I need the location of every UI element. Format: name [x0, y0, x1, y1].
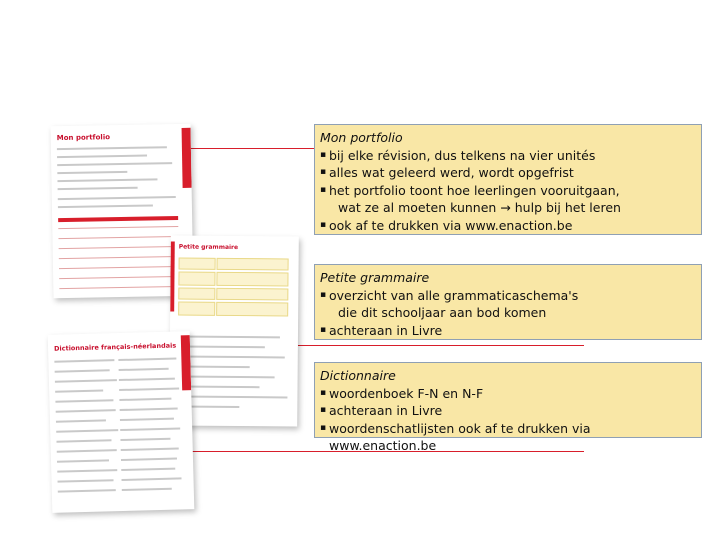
- text-line: [121, 477, 181, 481]
- text-line: [120, 438, 170, 441]
- table-rule: [59, 246, 179, 249]
- bullet-item: ▪ bij elke révision, dus telkens na vier unités: [320, 147, 696, 165]
- text-line: [180, 386, 260, 389]
- grammaire-info-box: [314, 264, 702, 340]
- text-line: [57, 449, 117, 453]
- text-line: [57, 155, 147, 159]
- text-line: [56, 429, 118, 433]
- text-line: [56, 439, 111, 442]
- text-line: [180, 336, 280, 339]
- table-rule: [59, 266, 179, 269]
- text-line: [119, 398, 171, 401]
- text-line: [57, 171, 127, 174]
- grammar-cell: [178, 272, 215, 286]
- portfolio-side-tab: [182, 128, 192, 188]
- box-title: Mon portfolio: [320, 130, 403, 145]
- grammar-cell: [179, 258, 216, 270]
- bullet-text: overzicht van alle grammaticaschema's: [329, 287, 579, 303]
- text-line: [58, 204, 153, 208]
- text-line: [121, 458, 177, 461]
- text-line: [58, 196, 176, 200]
- text-line: [118, 358, 176, 362]
- grammaire-thumbnail-title: Petite grammaire: [178, 243, 239, 252]
- bullet-item: ▪ achteraan in Livre: [320, 402, 696, 420]
- text-line: [119, 368, 169, 371]
- bullet-item: ▪ woordenboek F-N en N-F: [320, 385, 696, 403]
- bullet-item: ▪ woordenschatlijsten ook af te drukken via www.enaction.be: [320, 420, 696, 455]
- bullet-continuation: wat ze al moeten kunnen → hulp bij het leren: [338, 200, 621, 215]
- bullet-item: ▪ ook af te drukken via www.enaction.be: [320, 217, 696, 235]
- box-title: Petite grammaire: [320, 270, 430, 285]
- table-rule: [59, 276, 179, 279]
- portfolio-info-box: [314, 124, 702, 235]
- text-line: [119, 378, 175, 381]
- text-line: [57, 469, 117, 473]
- text-line: [55, 379, 117, 383]
- bullet-item: ▪ achteraan in Livre: [320, 322, 696, 340]
- text-line: [58, 479, 114, 482]
- text-line: [58, 187, 138, 190]
- table-rule: [59, 256, 179, 259]
- text-line: [179, 396, 287, 399]
- text-line: [55, 389, 103, 392]
- bullet-list: [320, 287, 696, 340]
- text-line: [119, 387, 179, 391]
- text-line: [122, 488, 172, 491]
- text-line: [57, 146, 167, 150]
- text-line: [55, 399, 113, 403]
- bullet-continuation: die dit schooljaar aan bod komen: [338, 305, 547, 320]
- grammaire-side-bar: [170, 241, 175, 311]
- text-line: [120, 418, 174, 421]
- connector-line-grammaire: [298, 345, 584, 346]
- table-rule: [58, 236, 178, 239]
- text-line: [54, 359, 114, 363]
- text-line: [58, 489, 116, 493]
- table-rule: [58, 226, 178, 229]
- bullet-list: [320, 385, 696, 455]
- text-line: [55, 369, 110, 372]
- text-line: [121, 468, 175, 471]
- text-line: [121, 447, 179, 451]
- text-line: [180, 376, 275, 379]
- text-line: [120, 408, 178, 412]
- text-line: [56, 409, 116, 413]
- text-line: [57, 459, 109, 462]
- text-line: [56, 419, 106, 422]
- dictionnaire-page-thumbnail: [48, 331, 195, 513]
- text-line: [57, 178, 157, 182]
- dictionnaire-info-box: [314, 362, 702, 453]
- grammar-cell: [178, 288, 215, 300]
- text-line: [120, 427, 180, 431]
- box-title: Dictionnaire: [320, 368, 396, 383]
- bullet-item: [320, 287, 696, 322]
- dictionnaire-thumbnail-title: Dictionnaire français-néerlandais: [53, 341, 177, 353]
- grammar-cell: [217, 258, 289, 271]
- bullet-list: [320, 147, 696, 235]
- table-header-bar: [58, 216, 178, 222]
- portfolio-thumbnail-title: Mon portfolio: [56, 133, 111, 143]
- grammar-cell: [216, 272, 288, 287]
- bullet-item: [320, 182, 696, 217]
- text-line: [180, 346, 265, 349]
- text-line: [180, 356, 285, 359]
- text-line: [57, 162, 172, 166]
- table-rule: [59, 286, 179, 289]
- bullet-item: ▪ alles wat geleerd werd, wordt opgefrist: [320, 164, 696, 182]
- grammar-cell: [216, 302, 288, 317]
- bullet-text: het portfolio toont hoe leerlingen vooruitgaan,: [329, 182, 620, 198]
- dictionnaire-side-tab: [181, 335, 191, 390]
- grammar-cell: [178, 302, 215, 316]
- grammar-cell: [216, 288, 288, 301]
- connector-line-portfolio: [190, 148, 314, 149]
